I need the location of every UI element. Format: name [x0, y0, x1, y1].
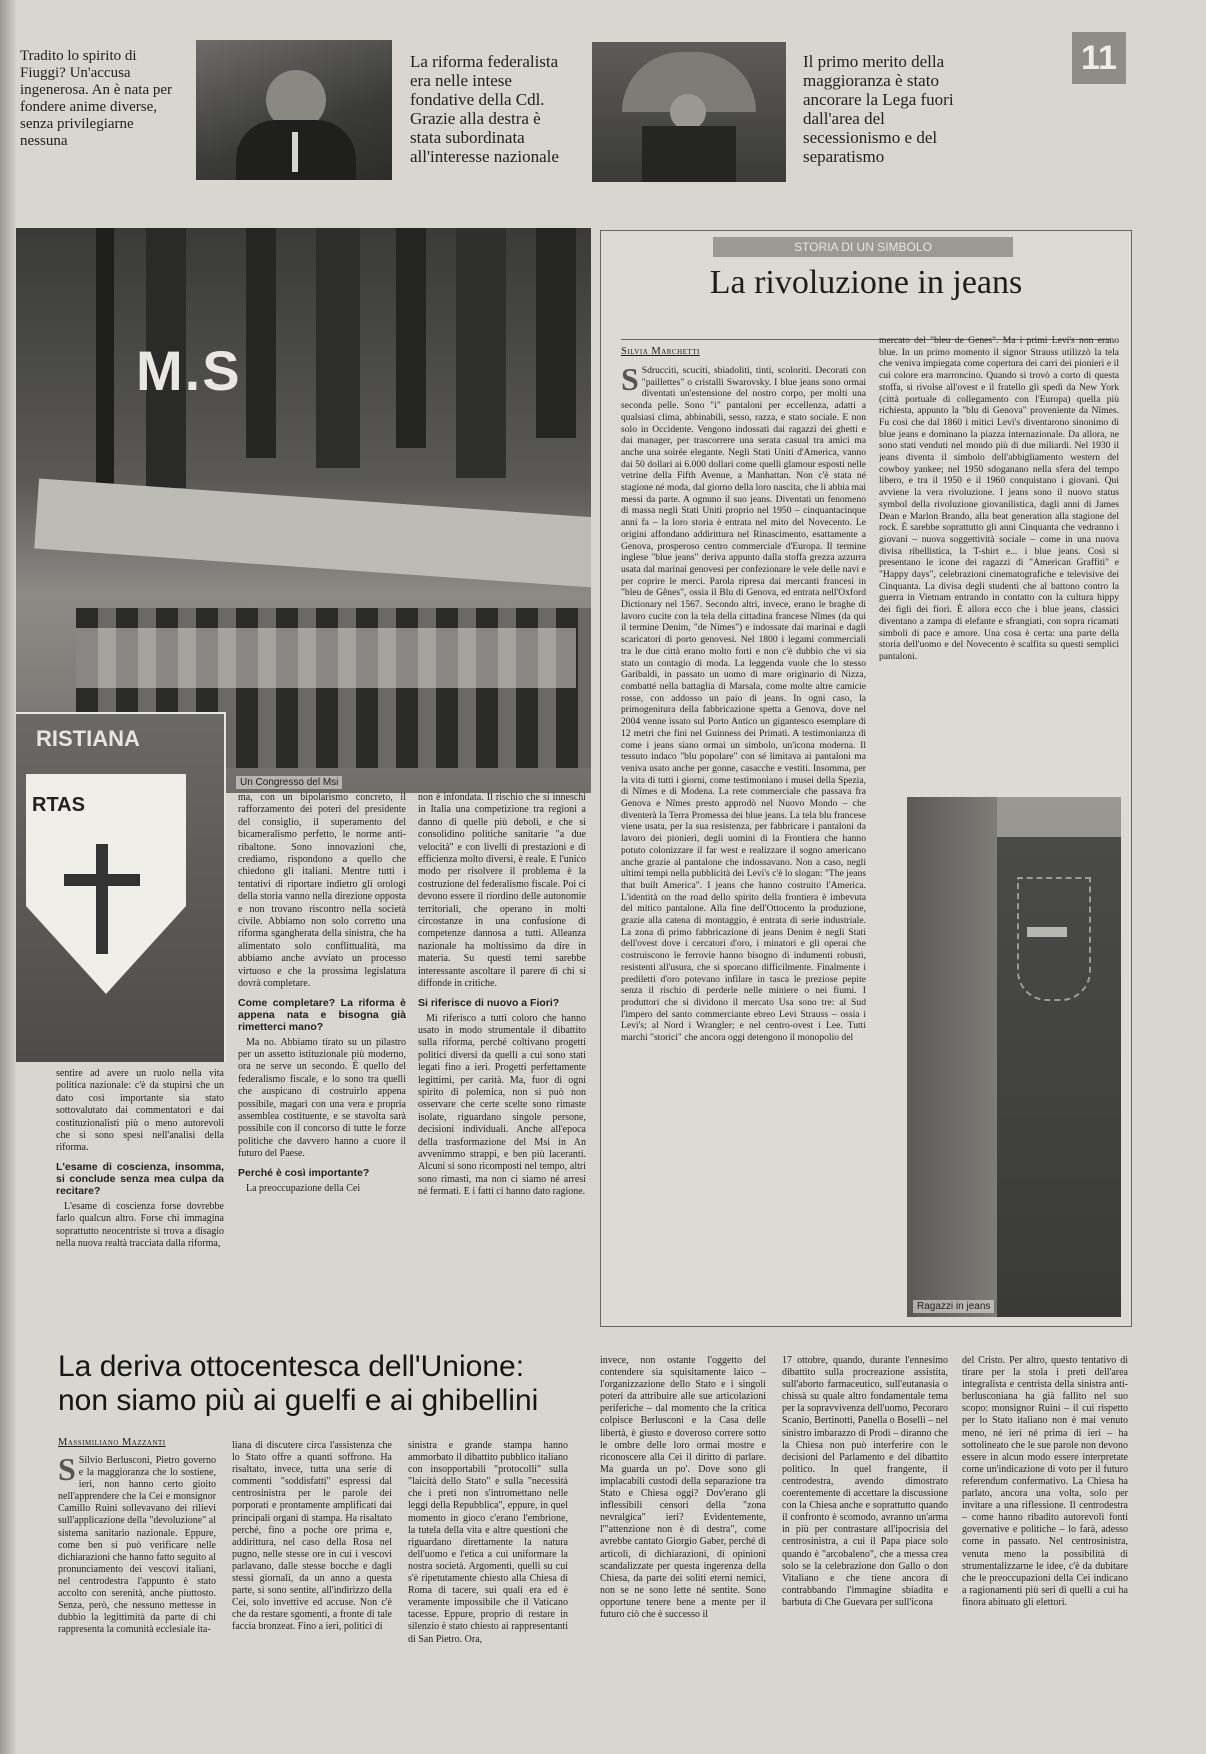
bottom-col-1: S Silvio Berlusconi, Pietro governo e la maggioranza che lo sostiene, ieri, non hanno certo gioito nell'apprendere che la Cei e monsignor Camillo Ruini sollevavano dei rilievi sull'applicazione della "devoluzione" al sistema sanitario nazionale. Eppure, come ben si può verificare nelle dichiarazioni che hanno fatto seguito al pronunciamento dei vescovi italiani, nel centrodestra l'appunto è stato accolto con serenità, anche piuttosto. Senza, però, che nessuno mettesse in dubbio la legittimità da parte di chi rappresenta la comunità ecclesiale ita- — [58, 1455, 216, 1636]
photo-caption-congress: Un Congresso del Msi — [236, 776, 342, 789]
jeans-dropcap: S — [621, 365, 639, 397]
photo-jeans — [907, 797, 1121, 1317]
jeans-col-2: mercato del "bleu de Genes". Ma i primi Levi's non erano blue. In un primo momento il signor Strauss utilizzò la tela che veniva impiegata come copertura dei carri dei pionieri e il cui colore era marroncino. Quando si trovò a corto di questa stoffa, si rivolse all'ovest e il fratello gli spedì da New York (città portuale di collegamento con l'Europa) quella più richiesta, appunto la "blu di Genova" proveniente da Nîmes. Fu così che dal 1860 i mitici Levi's diventarono sinonimo di blue jeans e dominano la piazza internazionale. Da allora, ne sono stati venduti nel mondo più di due miliardi. Nel 1930 il jeans diventa il simbolo dell'abbigliamento western del cowboy yankee; nel 1950 sdoganano nella sfera del tempo libero, e tra il 1950 e il 1960 conquistano i giovani. Qui avviene la vera rivoluzione. I jeans sono il nuovo status symbol della rivoluzione giovanilistica, dagli anni di James Dean e Marlon Brando, alla beat generation alla stagione del rock. È sarebbe soprattutto gli anni Cinquanta che vedranno i giovani – nuova soggettività sociale – come in una nuova divisa ribellistica, la T-shirt e... i blue jeans. Così si presentano le icone dei ragazzi di "American Graffiti" e "Happy days", celebrazioni cinematografiche e televisive dei Cinquanta. La divisa degli studenti che al battono contro la guerra in Vietnam entrando in contatto con la cultura hippy dei figli dei fiori. È allora ecco che i blue jeans, classici diventano a zampa di elefante e sfrangiati, con sopra ricamati simboli di pace e amore. Una cosa è certa: una parte della storia dell'uomo e del Novecento è scalfita su questi semplici pantaloni. — [879, 335, 1119, 662]
photo-side-text-1: RISTIANA — [36, 726, 140, 751]
bottom-col-3: sinistra e grande stampa hanno ammorbato il dibattito pubblico italiano con insopportabili "protocolli" sulla "laicità dello Stato" e sulla "necessità che i preti non s'intromettano nelle leggi della Repubblica", eppure, in quel momento in gioco c'erano l'embrione, la tutela della vita e altre questioni che riguardano direttamente la natura dell'uomo e l'etica a cui uniformare la nostra società. Argomenti, quelli su cui s'è ripetutamente chiesto alla Chiesa di Roma di tacere, sui quali era ed è veramente impossibile che il Vaticano tacesse. Eppure, proprio di restare in silenzio è stato chiesto ai rappresentanti di San Pietro. Ora, — [408, 1440, 568, 1645]
left-article-col-c: non è infondata. Il rischio che si inneschi in Italia una competizione tra regioni a danno di quelle più deboli, e che si consolidino politiche sanitarie "a due velocità" e con livelli di prestazioni e di efficienza molto diversi, è reale. E l'unico modo per risolvere il problema è la costruzione del federalismo fiscale. Poi ci devono essere il riordino delle autonomie territoriali, che operano in molti circostanze in una confusione di competenze dannosa a tutti. Alleanza nazionale ha moltissimo da dire in materia. Su questi temi sarebbe interessante ascoltare il parere di chi si diffonde in critiche. Si riferisce di nuovo a Fiori? Mi riferisco a tutti coloro che hanno usato in modo strumentale il dibattito sulla riforma, perché coltivano progetti politici diversi da quelli a cui sono stati legati fino a ieri. Progetti perfettamente legittimi, per carità. Ma, fuor di ogni spirito di polemica, non si può non osservare che certe scelte sono rimaste isolate, riguardano singole persone, decisioni individuali. Anche all'epoca della trasformazione del Msi in An avvenimmo strappi, e ben più laceranti. Alcuni si sono ricomposti nel tempo, altri sono rimasti, ma non ci siamo né arresi né fermati. E i fatti ci hanno dato ragione. — [418, 792, 586, 1198]
photo-speaker-top-left — [196, 40, 392, 180]
bottom-col-2: liana di discutere circa l'assistenza che lo Stato offre a quanti soffrono. Ha risaltato, invece, tutta una serie di commenti "soddisfatti" espressi dal centrosinistra per le parole dei porporati e prontamente amplificati dai principali organi di stampa. Ha risaltato perché, fino a poche ore prima e, addirittura, nel caso della Rosa nel pugno, nelle stesse ore in cui i vescovi parlavano, dalle stesse bocche e dagli stessi giornali, da un anno a questa parte, si sono sentite, all'indirizzo della Cei, solo invettive ed accuse. Non c'è che da restare sgomenti, a fronte di tale faccia bronzeat. Fino a ieri, politici di — [232, 1440, 392, 1633]
photo-side-text-2: RTAS — [32, 794, 85, 816]
jeans-kicker: STORIA DI UN SIMBOLO — [713, 237, 1013, 257]
page-fold-shadow — [0, 0, 16, 1754]
pull-quote-middle: La riforma federalista era nelle intese fondative della Cdl. Grazie alla destra è stata subordinata all'interesse nazionale — [410, 52, 559, 166]
left-article-col-b: ma, con un bipolarismo concreto, il rafforzamento dei poteri del presidente del consiglio, il superamento del bicameralismo perfetto, le norme anti-ribaltone. Sono innovazioni che, crediamo, rispondono a quello che chiedono gli italiani. Mentre tutti i tentativi di riportare indietro gli orologi della storia vanno nella direzione opposta e non trovano riscontro nella società civile. Abbiamo non solo corretto una riforma sgangherata della sinistra, che ha alimentato solo conflittualità, ma abbiamo anche avviato un processo virtuoso e che la prossima legislatura dovrà completare. Come completare? La riforma è appena nata e bisogna già rimetterci mano? Ma no. Abbiamo tirato su un pilastro per un assetto istituzionale più moderno, ora ne serve un secondo. È quello del federalismo fiscale, e lo sono tra quelli che auspicano di costruirlo appena possibile, magari con una vera e propria assemblea costituente, e se stavolta sarà possibile con il concorso di tutte le forze politiche che davvero hanno a cuore il futuro del Paese. Perché è così importante? La preoccupazione della Cei — [238, 792, 406, 1194]
jeans-article-box — [600, 230, 1132, 1327]
bottom-dropcap: S — [58, 1455, 76, 1487]
photo-dc-shield — [16, 712, 226, 1062]
bottom-byline: Massimiliano Mazzanti — [58, 1437, 166, 1448]
jeans-title: La rivoluzione in jeans — [709, 264, 1023, 301]
bottom-col-4: invece, non ostante l'oggetto del contendere sia squisitamente laico – l'organizzazione dello Stato e i singoli poteri da attribuire alle sue articolazioni periferiche – dal momento che la critica colpisce Berlusconi e la Casa delle libertà, è giusto e doveroso correre sotto le ombre delle loro ormai mostre e riconoscere alla Cei il diritto di parlare. Ma guarda un po'. Dove sono gli implacabili custodi della separazione tra Stato e Chiesa oggi? Dov'erano gli inflessibili censori della "zona nevralgica" ieri? Evidentemente, l'"attenzione non è di destra", come avrebbe cantato Giorgio Gaber, perché di articoli, di dichiarazioni, di opinioni scandalizzate per questa ingerenza della Chiesa, da parte dei soliti eterni nemici, non se ne sono lette né sentite. Sono opportune tenere bene a mente per il futuro ciò che è successo il — [600, 1355, 766, 1620]
photo-caption-jeans: Ragazzi in jeans — [913, 1300, 994, 1313]
photo-speaker-podium — [592, 42, 786, 182]
page-number: 11 — [1072, 32, 1126, 84]
bottom-col-5: 17 ottobre, quando, durante l'ennesimo dibattito sulla procreazione assistita, sull'aborto farmaceutico, sull'eutanasia o chissà su quale altro fondamentale tema per la sopravvivenza dell'uomo, Pecoraro Scanio, Bertinotti, Panella o Boselli – nel sinistro imbarazzo di Prodi – diranno che la Chiesa non può interferire con le decisioni del Parlamento e del dibattito politico. In quel frangente, il centrodestra, avendo dimostrato coerentemente di accettare la discussione con la Chiesa anche e soprattutto quando il confronto è scomodo, avranno un'arma in più per contrastare all'ipocrisia del centrosinistra, a cui il Papa piace solo quando è "arcobaleno", che a messa crea solo se la celebrazione don Gallo o don Vitaliano e che tiene ancora di contrabbando l'immagine sbiadita e barbuta di Che Guevara per sull'icona — [782, 1355, 948, 1608]
pull-quote-right: Il primo merito della maggioranza è stato ancorare la Lega fuori dall'area del secessionismo e del separatismo — [803, 52, 954, 166]
bottom-col-6: del Cristo. Per altro, questo tentativo di tirare per la stola i preti dell'area integralista e centrista della sinistra anti-berlusconiana ha già fallito nel suo scopo: monsignor Ruini – il cui rispetto per lo Stato italiano non è mai venuto meno, né ieri né prima di ieri – ha sottolineato che le sue parole non devono essere in alcun modo essere interpretate come un'indicazione di voto per il futuro referendum confermativo. La Chiesa ha parlato, ancora una volta, solo per invitare a una riflessione. Il centrodestra – come hanno ribadito autorevoli fonti governative e politiche – lo farà, adesso come in passato. Nel centrosinistra, venuta meno la possibilità di strumentalizzarne le idee, c'è da dubitare che le preoccupazioni della Cei indicano a ragionamenti più seri di quelli a cui ha finora abituato gli elettori. — [962, 1355, 1128, 1608]
jeans-col-1: S Sdrucciti, scuciti, sbiadoliti, tinti, scoloriti. Decorati con "paillettes" o cristalli Swarovsky. I blue jeans sono ormai diventati un'estensione del nostro corpo, per molti una seconda pelle. Sono "i" pantaloni per eccellenza, adatti a qualsiasi clima, abbinabili, sesso, razza, e stato sociale. E non solo in Occidente. Vengono indossati dai ragazzi dei ghetti e dai manager, per trascorrere una serata casual tra amici ma anche una soirée elegante. Negli Stati Uniti d'America, vanno dai 50 dollari ai 6.000 dollari come quelli glamour esposti nelle vetrine della Fifth Avenue, a Manhattan. Non c'è stata né stagione né moda, dal giorno della loro nascita, che li abbia mai messi da parte. A ognuno il suo jeans. Diventati un fenomeno di massa negli Stati Uniti proprio nel 1950 – cinquantacinque anni fa – la loro storia è entrata nel mito del Novecento. Le origini affondano addirittura nel Rinascimento, esattamente a Genova, prosperoso centro commerciale d'Europa. Il termine inglese "blue jeans" deriva appunto dalla stoffa grezza azzurra usata dal marinai genovesi per confezionare le vele delle navi e per coprire le merci. Parola ripresa dai mercanti francesi in "bleu de Gênes", ossia il Blu di Genova, ed entrata nell'Oxford Dictionary nel 1567. Secondo altri, invece, erano le braghe di lavoro cucite con la tela della cittadina francese Nîmes (da qui il termine Denim, "de Nimes") e indossate dai marinai e dagli scaricatori di porto genovesi. Nel 1800 i legami commerciali tra le due città erano molto forti e non c'è dubbio che vi sia stato un contagio di moda. La leggenda vuole che lo stesso Garibaldi, in passato un uomo di mare originario di Nizza, combatté nella battaglia di Marsala, come molte altre camicie rosse, con addosso un paio di jeans. In ogni caso, la primogenitura della fabbricazione spetta a Genova, dove nel 2004 venne issato sul Porto Antico un gigantesco esemplare di 12 metri che finì nel Guinness dei Primati. A testimonianza di come i jeans siano ormai un simbolo, un'icona moderna. Il tessuto indaco "blu popolare" con sé limitava ai pantaloni ma veniva usato anche per gonne, casacche e vestiti. Insomma, per la vita di tutti i giorni, come testimoniano i musei della Spezia, di Nîmes e di Modena. La rete commerciale che passava fra Genova e Nîmes presto approdò nel Nuovo Mondo – che diventerà la Terra Promessa dei blue jeans. La tela blu francese viene usata, per la sua resistenza, per fabbricare i pantaloni da lavoro dei pionieri, degli uomini di la Frontiera che hanno potuto colonizzare il far west e realizzare il sogno americano anche grazie al pantalone che indossavano. Non a caso, negli ultimi tempi nella pubblicità dei Levi's c'è lo slogan: "The jeans that built America". I jeans che hanno costruito l'America. L'identità on the road dello spirito della frontiera è imbevuta del mitico pantalone. Alla fine dell'Ottocento la produzione, grazie alla catena di montaggio, è entrata di serie industriale. La zona di primo fabbricazione di jeans Denim è negli Stati dell'ovest dove i cercatori d'oro, i minatori e gli operai che costruiscono le ferrovie hanno bisogno di indumenti robusti, resistenti all'usura, che si sporcano difficilmente. Finalmente i prediletti d'oro potevano infilare in tasca le preziose pepite senza il rischio di perderle nelle miniere o nei fiumi. I produttori che si dividono il mercato Usa sono tre: al Sud l'impero del santo commerciante ebreo Levi Strauss – ossia i Levi's; al Nord i Wrangler; e nel centro-ovest i Lee. Tutti marchi "storici" che ancora oggi detengono il monopolio del — [621, 365, 866, 1044]
bottom-headline: La deriva ottocentesca dell'Unione: non siamo più ai guelfi e ai ghibellini — [58, 1350, 539, 1417]
jeans-byline: Silvia Marchetti — [621, 346, 700, 357]
pull-quote-left: Tradito lo spirito di Fiuggi? Un'accusa ingenerosa. An è nata per fondere anime diverse, senza privilegiarne nessuna — [20, 48, 173, 149]
photo-banner-text: M.S — [136, 339, 242, 402]
left-article-col-a: sentire ad avere un ruolo nella vita politica nazionale: c'è da stupirsi che un dato così importante sia stato sottovalutato dai commentatori e dai costituzionalisti più o meno autorevoli che si sono spesi nell'analisi della riforma. L'esame di coscienza, insomma, si conclude senza mea culpa da recitare? L'esame di coscienza forse dovrebbe farlo qualcun altro. Forse chi immagina soprattutto neocentriste si trova a disagio nella nuova realtà tracciata dalla riforma, — [56, 1068, 224, 1250]
photo-msi-congress — [16, 228, 591, 793]
